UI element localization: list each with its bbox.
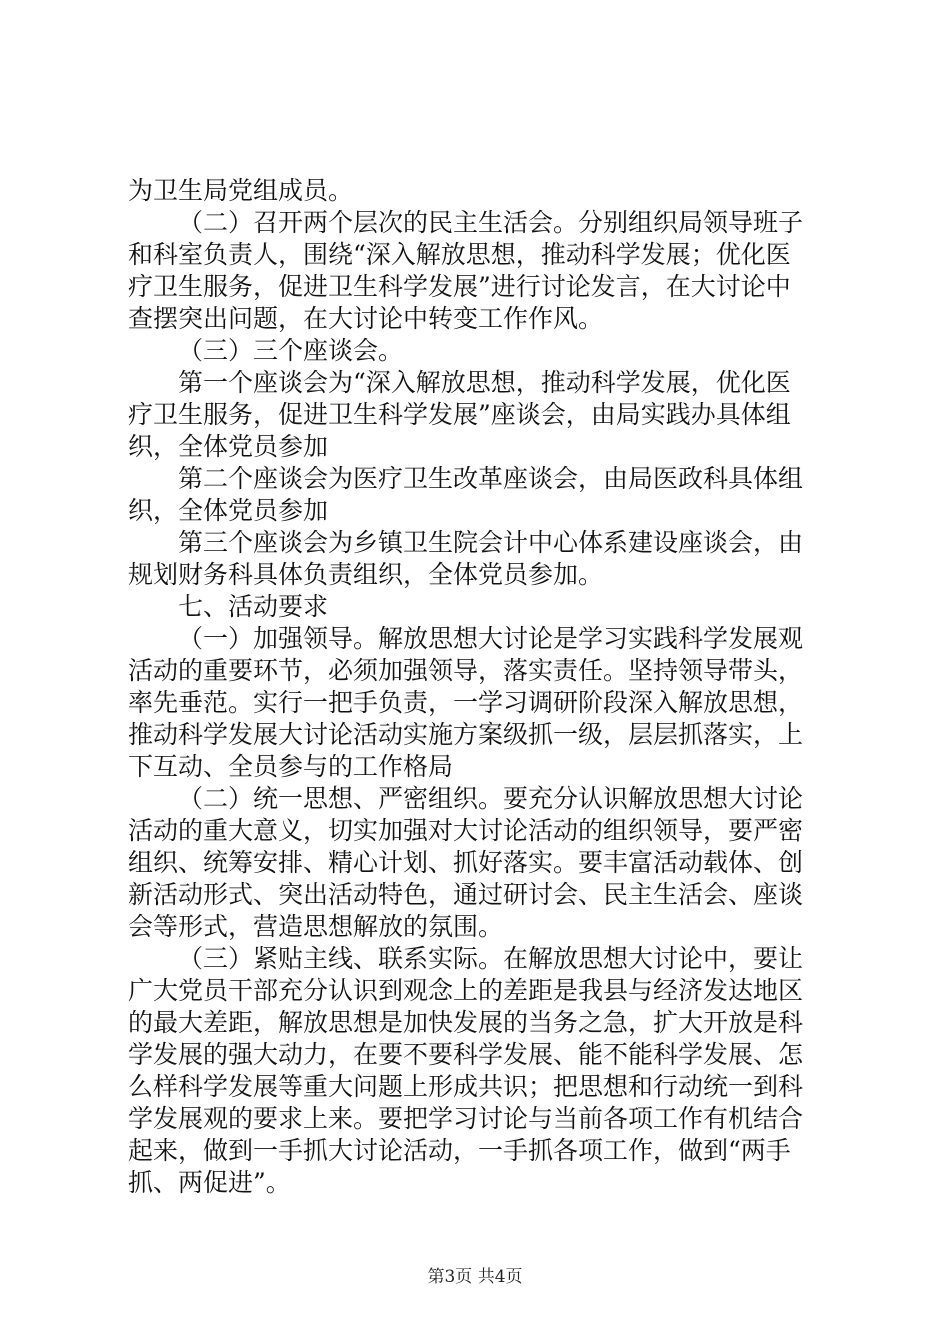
text-line: 起来，做到一手抓大讨论活动，一手抓各项工作，做到“两手 (128, 1136, 791, 1165)
text-line: 规划财务科具体负责组织，全体党员参加。 (128, 560, 604, 589)
text-line: 下互动、全员参与的工作格局 (128, 752, 454, 781)
text-line: 第二个座谈会为医疗卫生改革座谈会，由局医政科具体组 (178, 464, 804, 493)
text-line: 推动科学发展大讨论活动实施方案级抓一级，层层抓落实，上 (128, 720, 804, 749)
text-line: 查摆突出问题，在大讨论中转变工作作风。 (128, 304, 604, 333)
text-line: 为卫生局党组成员。 (128, 176, 354, 205)
text-line: 和科室负责人，围绕“深入解放思想，推动科学发展；优化医 (128, 240, 791, 269)
text-line: 疗卫生服务，促进卫生科学发展”进行讨论发言，在大讨论中 (128, 272, 791, 301)
text-line: 的最大差距，解放思想是加快发展的当务之急，扩大开放是科 (128, 1008, 804, 1037)
text-line: 广大党员干部充分认识到观念上的差距是我县与经济发达地区 (128, 976, 804, 1005)
text-line: 学发展观的要求上来。要把学习讨论与当前各项工作有机结合 (128, 1104, 804, 1133)
text-line: 新活动形式、突出活动特色，通过研讨会、民主生活会、座谈 (128, 880, 804, 909)
text-line: 活动的重要环节，必须加强领导，落实责任。坚持领导带头， (128, 656, 804, 685)
text-line: 会等形式，营造思想解放的氛围。 (128, 912, 504, 941)
text-line: 学发展的强大动力，在要不要科学发展、能不能科学发展、怎 (128, 1040, 804, 1069)
text-line: 活动的重大意义，切实加强对大讨论活动的组织领导，要严密 (128, 816, 804, 845)
text-line: 第三个座谈会为乡镇卫生院会计中心体系建设座谈会，由 (178, 528, 804, 557)
text-line: 第一个座谈会为“深入解放思想，推动科学发展，优化医 (178, 368, 791, 397)
text-line: （二）统一思想、严密组织。要充分认识解放思想大讨论 (178, 784, 804, 813)
text-line: （三）紧贴主线、联系实际。在解放思想大讨论中，要让 (178, 944, 804, 973)
text-line: 组织、统筹安排、精心计划、抓好落实。要丰富活动载体、创 (128, 848, 804, 877)
text-line: 么样科学发展等重大问题上形成共识；把思想和行动统一到科 (128, 1072, 804, 1101)
text-line: （一）加强领导。解放思想大讨论是学习实践科学发展观 (178, 624, 804, 653)
text-line: （二）召开两个层次的民主生活会。分别组织局领导班子 (178, 208, 804, 237)
text-line: 疗卫生服务，促进卫生科学发展”座谈会，由局实践办具体组 (128, 400, 791, 429)
page-number-footer: 第3页 共4页 (427, 1267, 523, 1287)
text-line: 抓、两促进”。 (128, 1168, 291, 1197)
text-line: （三）三个座谈会。 (178, 336, 404, 365)
text-line: 织，全体党员参加 (128, 432, 329, 461)
section-heading: 七、活动要求 (178, 592, 329, 621)
text-line: 织，全体党员参加 (128, 496, 329, 525)
text-line: 率先垂范。实行一把手负责，一学习调研阶段深入解放思想， (128, 688, 804, 717)
